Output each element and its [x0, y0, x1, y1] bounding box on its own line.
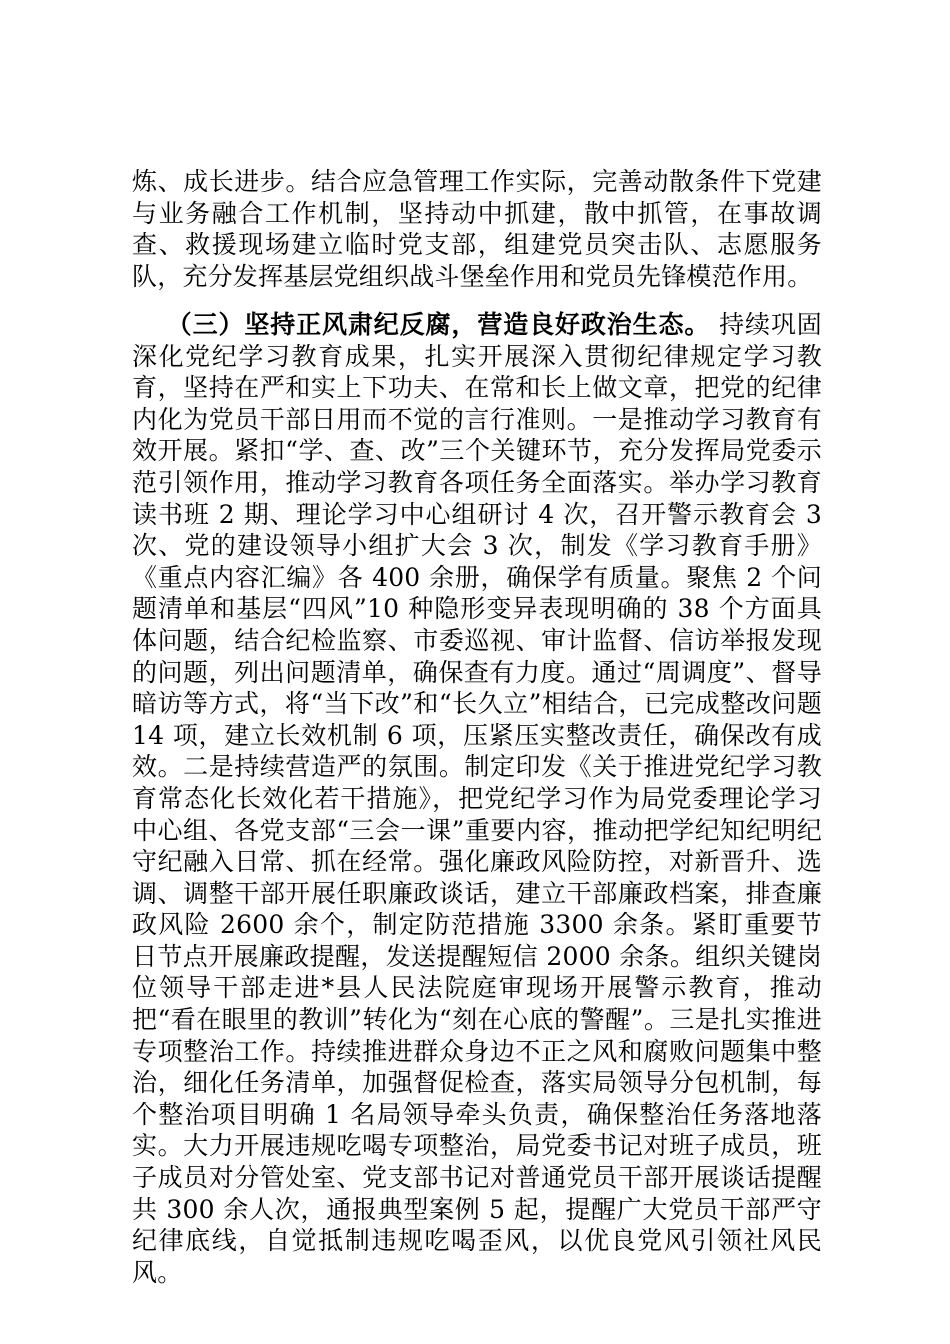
- section-heading: （三）坚持正风肃纪反腐，营造良好政治生态。: [166, 310, 711, 339]
- paragraph-section-three: [132, 309, 822, 1288]
- paragraph-continued: 炼、成长进步。结合应急管理工作实际，完善动散条件下党建与业务融合工作机制，坚持动中抓建，散中抓管，在事故调查、救援现场建立临时党支部，组建党员突击队、志愿服务队，充分发挥基层党组织战斗堡垒作用和党员先锋模范作用。: [132, 167, 822, 291]
- section-body: 持续巩固深化党纪学习教育成果，扎实开展深入贯彻纪律规定学习教育，坚持在严和实上下功夫、在常和长上做文章，把党的纪律内化为党员干部日用而不觉的言行准则。一是推动学习教育有效开展。紧扣“学、查、改”三个关键环节，充分发挥局党委示范引领作用，推动学习教育各项任务全面落实。举办学习教育读书班 2 期、理论学习中心组研讨 4 次，召开警示教育会 3 次、党的建设领导小组扩大会 3 次，制发《学习教育手册》《重点内容汇编》各 400 余册，确保学有质量。聚焦 2 个问题清单和基层“四风”10 种隐形变异表现明确的 38 个方面具体问题，结合纪检监察、市委巡视、审计监督、信访举报发现的问题，列出问题清单，确保查有力度。通过“周调度”、督导暗访等方式，将“当下改”和“长久立”相结合，已完成整改问题 14 项，建立长效机制 6 项，压紧压实整改责任，确保改有成效。二是持续营造严的氛围。制定印发《关于推进党纪学习教育常态化长效化若干措施》，把党纪学习作为局党委理论学习中心组、各党支部“三会一课”重要内容，推动把学纪知纪明纪守纪融入日常、抓在经常。强化廉政风险防控，对新晋升、选调、调整干部开展任职廉政谈话，建立干部廉政档案，排查廉政风险 2600 余个，制定防范措施 3300 余条。紧盯重要节日节点开展廉政提醒，发送提醒短信 2000 余条。组织关键岗位领导干部走进*县人民法院庭审现场开展警示教育，推动把“看在眼里的教训”转化为“刻在心底的警醒”。三是扎实推进专项整治工作。持续推进群众身边不正之风和腐败问题集中整治，细化任务清单，加强督促检查，落实局领导分包机制，每个整治项目明确 1 名局领导牵头负责，确保整治任务落地落实。大力开展违规吃喝专项整治，局党委书记对班子成员，班子成员对分管处室、党支部书记对普通党员干部开展谈话提醒共 300 余人次，通报典型案例 5 起，提醒广大党员干部严守纪律底线，自觉抵制违规吃喝歪风，以优良党风引领社风民风。: [132, 310, 823, 1287]
